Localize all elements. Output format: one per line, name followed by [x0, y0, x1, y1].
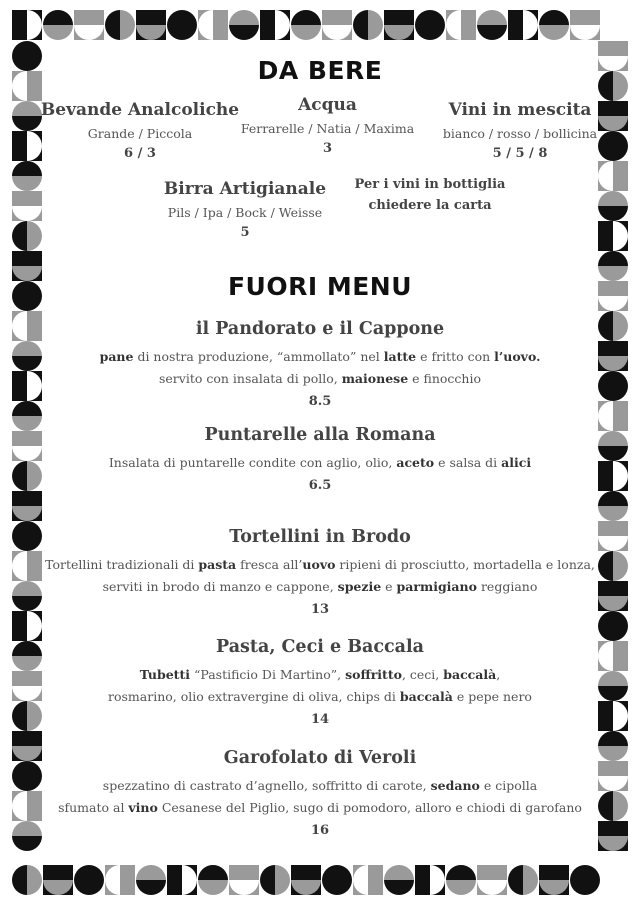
- border-tile: [167, 865, 197, 895]
- border-tile: [598, 521, 628, 551]
- description-text: servito con insalata di pollo,: [159, 370, 342, 386]
- description-text: , ceci,: [401, 667, 444, 682]
- border-tile: [598, 761, 628, 791]
- border-shape: [598, 311, 613, 341]
- border-tile: [12, 311, 42, 341]
- border-tile: [598, 641, 628, 671]
- border-shape: [598, 731, 628, 746]
- border-shape: [613, 551, 628, 581]
- border-tile: [291, 10, 321, 40]
- border-shape: [12, 641, 42, 656]
- drink-desc: Grande / Piccola: [87, 126, 193, 142]
- menu-item-description: [40, 664, 600, 708]
- border-tile: [12, 10, 42, 40]
- drink-birra: [155, 176, 335, 244]
- description-line: [40, 775, 600, 797]
- menu-item: [40, 527, 600, 617]
- border-tile: [598, 341, 628, 371]
- menu-item: [40, 319, 600, 409]
- drinks-section-heading: DA BERE: [257, 56, 383, 85]
- border-tile: [446, 10, 476, 40]
- border-shape: [322, 865, 352, 895]
- border-tile: [598, 701, 628, 731]
- border-shape: [598, 431, 628, 446]
- border-tile: [598, 551, 628, 581]
- description-text: sfumato al: [58, 799, 129, 815]
- border-tile: [598, 731, 628, 761]
- highlighted-ingredient: parmigiano: [396, 578, 477, 594]
- border-tile: [12, 161, 42, 191]
- border-tile: [598, 581, 628, 611]
- border-tile: [539, 865, 569, 895]
- highlighted-ingredient: sedano: [430, 778, 480, 793]
- border-shape: [12, 461, 27, 491]
- border-shape: [12, 356, 42, 371]
- border-tile: [43, 865, 73, 895]
- drink-price: 6 / 3: [124, 146, 156, 162]
- border-shape: [598, 791, 613, 821]
- border-shape: [598, 191, 628, 206]
- border-tile: [12, 491, 42, 521]
- description-text: e: [381, 578, 397, 594]
- border-tile: [322, 865, 352, 895]
- border-tile: [229, 10, 259, 40]
- border-shape: [12, 596, 42, 611]
- border-tile: [291, 865, 321, 895]
- border-shape: [260, 865, 275, 895]
- border-tile: [198, 10, 228, 40]
- border-tile: [74, 10, 104, 40]
- border-tile: [12, 521, 42, 551]
- border-tile: [446, 865, 476, 895]
- drink-title: Vini in mescita: [448, 100, 592, 120]
- border-tile: [12, 701, 42, 731]
- border-shape: [613, 311, 628, 341]
- border-tile: [136, 865, 166, 895]
- border-shape: [136, 865, 166, 880]
- border-tile: [12, 461, 42, 491]
- border-shape: [598, 251, 628, 266]
- border-shape: [12, 865, 27, 895]
- border-shape: [598, 551, 613, 581]
- highlighted-ingredient: soffritto: [345, 667, 402, 682]
- specials-section-heading: FUORI MENU: [227, 272, 413, 301]
- drink-desc: Ferrarelle / Natia / Maxima: [240, 121, 415, 137]
- border-shape: [477, 10, 507, 25]
- border-shape: [229, 10, 259, 25]
- border-shape: [12, 101, 42, 116]
- description-text: spezzatino di castrato d’agnello, soffritto di carote,: [102, 778, 431, 793]
- border-shape: [539, 10, 569, 25]
- highlighted-ingredient: baccalà: [399, 688, 453, 704]
- description-line: [40, 452, 600, 474]
- menu-item-description: [40, 452, 600, 474]
- border-tile: [598, 401, 628, 431]
- menu-item-name: Garofolato di Veroli: [223, 748, 417, 768]
- border-tile: [198, 865, 228, 895]
- border-shape: [105, 10, 120, 40]
- description-text: ,: [496, 667, 501, 682]
- highlighted-ingredient: maionese: [341, 370, 409, 386]
- border-shape: [43, 10, 73, 25]
- wine-bottle-note: [345, 175, 515, 217]
- border-tile: [539, 10, 569, 40]
- border-shape: [415, 10, 445, 40]
- highlighted-ingredient: latte: [383, 349, 417, 364]
- description-text: e fritto con: [416, 349, 495, 364]
- highlighted-ingredient: baccalà: [443, 667, 497, 682]
- description-line: [40, 686, 600, 708]
- drink-analcoliche: [40, 97, 240, 165]
- border-tile: [384, 10, 414, 40]
- border-tile: [12, 131, 42, 161]
- border-tile: [12, 761, 42, 791]
- border-tile: [598, 221, 628, 251]
- border-shape: [12, 161, 42, 176]
- border-tile: [12, 101, 42, 131]
- description-line: [40, 664, 600, 686]
- border-shape: [167, 10, 197, 40]
- border-tile: [598, 821, 628, 851]
- border-tile: [353, 865, 383, 895]
- description-line: [40, 368, 600, 390]
- description-text: di nostra produzione, “ammollato” nel: [133, 349, 384, 364]
- border-shape: [384, 865, 414, 880]
- border-tile: [12, 191, 42, 221]
- menu-item-description: [40, 346, 600, 390]
- border-tile: [43, 10, 73, 40]
- border-shape: [12, 221, 27, 251]
- border-shape: [12, 401, 42, 416]
- description-line: [40, 346, 600, 368]
- border-tile: [12, 865, 42, 895]
- border-shape: [12, 821, 42, 836]
- menu-item-price: 16: [310, 822, 330, 838]
- menu-item-price: 13: [310, 601, 330, 617]
- border-tile: [105, 865, 135, 895]
- border-shape: [12, 581, 42, 596]
- border-tile: [74, 865, 104, 895]
- border-tile: [598, 371, 628, 401]
- border-shape: [291, 10, 321, 25]
- border-tile: [12, 371, 42, 401]
- border-shape: [508, 865, 523, 895]
- description-text: ripieni di prosciutto, mortadella e lonza,: [335, 557, 595, 572]
- description-text: e salsa di: [434, 455, 502, 470]
- border-shape: [27, 865, 42, 895]
- border-tile: [12, 821, 42, 851]
- border-shape: [12, 761, 42, 791]
- border-shape: [27, 221, 42, 251]
- highlighted-ingredient: Tubetti: [139, 667, 190, 682]
- description-line: [40, 576, 600, 598]
- border-tile: [12, 791, 42, 821]
- border-shape: [598, 206, 628, 221]
- border-shape: [598, 446, 628, 461]
- border-tile: [570, 865, 600, 895]
- border-shape: [12, 116, 42, 131]
- highlighted-ingredient: vino: [128, 799, 158, 815]
- border-shape: [353, 10, 368, 40]
- border-tile: [508, 10, 538, 40]
- border-tile: [353, 10, 383, 40]
- border-tile: [598, 161, 628, 191]
- border-tile: [229, 865, 259, 895]
- border-shape: [598, 671, 628, 686]
- border-tile: [415, 865, 445, 895]
- menu-item: [40, 748, 600, 838]
- border-tile: [598, 491, 628, 521]
- description-text: e cipolla: [479, 778, 538, 793]
- border-tile: [598, 791, 628, 821]
- border-shape: [12, 521, 42, 551]
- border-tile: [598, 191, 628, 221]
- border-tile: [477, 10, 507, 40]
- description-text: rosmarino, olio extravergine di oliva, chips di: [108, 688, 400, 704]
- drink-title: Bevande Analcoliche: [40, 100, 240, 120]
- border-shape: [12, 836, 42, 851]
- description-line: [40, 554, 600, 576]
- border-tile: [598, 431, 628, 461]
- border-shape: [598, 371, 628, 401]
- menu-item: [40, 637, 600, 727]
- highlighted-ingredient: pane: [99, 349, 134, 364]
- border-tile: [508, 865, 538, 895]
- border-tile: [598, 101, 628, 131]
- note-line: chiedere la carta: [368, 197, 492, 213]
- highlighted-ingredient: pasta: [198, 557, 237, 572]
- border-tile: [322, 10, 352, 40]
- description-line: [40, 797, 600, 819]
- menu-item-price: 14: [310, 711, 330, 727]
- border-tile: [260, 865, 290, 895]
- description-text: “Pastificio Di Martino”,: [189, 667, 346, 682]
- border-tile: [12, 401, 42, 431]
- highlighted-ingredient: aceto: [396, 455, 435, 470]
- highlighted-ingredient: uovo: [302, 557, 336, 572]
- border-tile: [12, 341, 42, 371]
- border-shape: [598, 686, 628, 701]
- drink-title: Birra Artigianale: [163, 179, 327, 199]
- border-tile: [12, 431, 42, 461]
- description-text: e pepe nero: [452, 688, 532, 704]
- border-tile: [105, 10, 135, 40]
- description-text: fresca all’: [236, 557, 303, 572]
- menu-item-name: Puntarelle alla Romana: [204, 425, 436, 445]
- border-shape: [446, 865, 476, 880]
- border-tile: [12, 731, 42, 761]
- border-shape: [74, 865, 104, 895]
- border-tile: [570, 10, 600, 40]
- menu-item-price: 6.5: [308, 477, 332, 493]
- border-shape: [598, 131, 628, 161]
- border-tile: [598, 131, 628, 161]
- border-shape: [229, 25, 259, 40]
- border-tile: [260, 10, 290, 40]
- drink-acqua: [235, 92, 420, 160]
- menu-item-name: Pasta, Ceci e Baccala: [216, 637, 424, 657]
- menu-item-price: 8.5: [308, 393, 332, 409]
- highlighted-ingredient: spezie: [337, 578, 382, 594]
- menu-item-description: [40, 775, 600, 819]
- menu-item-description: [40, 554, 600, 598]
- highlighted-ingredient: l’uovo.: [494, 349, 541, 364]
- description-text: Tortellini tradizionali di: [45, 557, 199, 572]
- menu-item-name: Tortellini in Brodo: [229, 527, 411, 547]
- border-shape: [598, 491, 628, 506]
- border-shape: [613, 791, 628, 821]
- highlighted-ingredient: alici: [501, 455, 532, 470]
- border-tile: [12, 551, 42, 581]
- border-tile: [12, 671, 42, 701]
- drink-vini: [440, 97, 600, 165]
- border-shape: [12, 341, 42, 356]
- border-tile: [477, 865, 507, 895]
- drink-title: Acqua: [298, 95, 357, 115]
- border-tile: [598, 671, 628, 701]
- description-text: Insalata di puntarelle condite con aglio, olio,: [108, 455, 397, 470]
- border-tile: [12, 221, 42, 251]
- border-shape: [198, 865, 228, 880]
- description-text: e finocchio: [408, 370, 481, 386]
- border-shape: [275, 865, 290, 895]
- border-tile: [415, 10, 445, 40]
- border-shape: [120, 10, 135, 40]
- menu-item-name: il Pandorato e il Cappone: [195, 319, 445, 339]
- note-line: Per i vini in bottiglia: [354, 177, 506, 192]
- description-text: reggiano: [476, 578, 538, 594]
- border-shape: [598, 611, 628, 641]
- border-shape: [523, 865, 538, 895]
- description-text: serviti in brodo di manzo e cappone,: [102, 578, 338, 594]
- border-shape: [570, 865, 600, 895]
- border-tile: [167, 10, 197, 40]
- border-tile: [12, 641, 42, 671]
- border-shape: [384, 880, 414, 895]
- border-tile: [598, 461, 628, 491]
- border-tile: [384, 865, 414, 895]
- border-tile: [136, 10, 166, 40]
- border-tile: [12, 611, 42, 641]
- drink-desc: bianco / rosso / bollicina: [442, 126, 598, 142]
- drink-price: 5 / 5 / 8: [492, 146, 548, 162]
- border-tile: [598, 311, 628, 341]
- border-shape: [368, 10, 383, 40]
- drink-price: 3: [322, 141, 333, 157]
- border-shape: [477, 25, 507, 40]
- drink-price: 5: [240, 225, 250, 241]
- description-text: Cesanese del Piglio, sugo di pomodoro, alloro e chiodi di garofano: [157, 799, 582, 815]
- border-shape: [136, 880, 166, 895]
- border-tile: [598, 611, 628, 641]
- border-shape: [12, 701, 27, 731]
- menu-item: [40, 425, 600, 493]
- border-tile: [12, 581, 42, 611]
- drink-desc: Pils / Ipa / Bock / Weisse: [167, 205, 323, 221]
